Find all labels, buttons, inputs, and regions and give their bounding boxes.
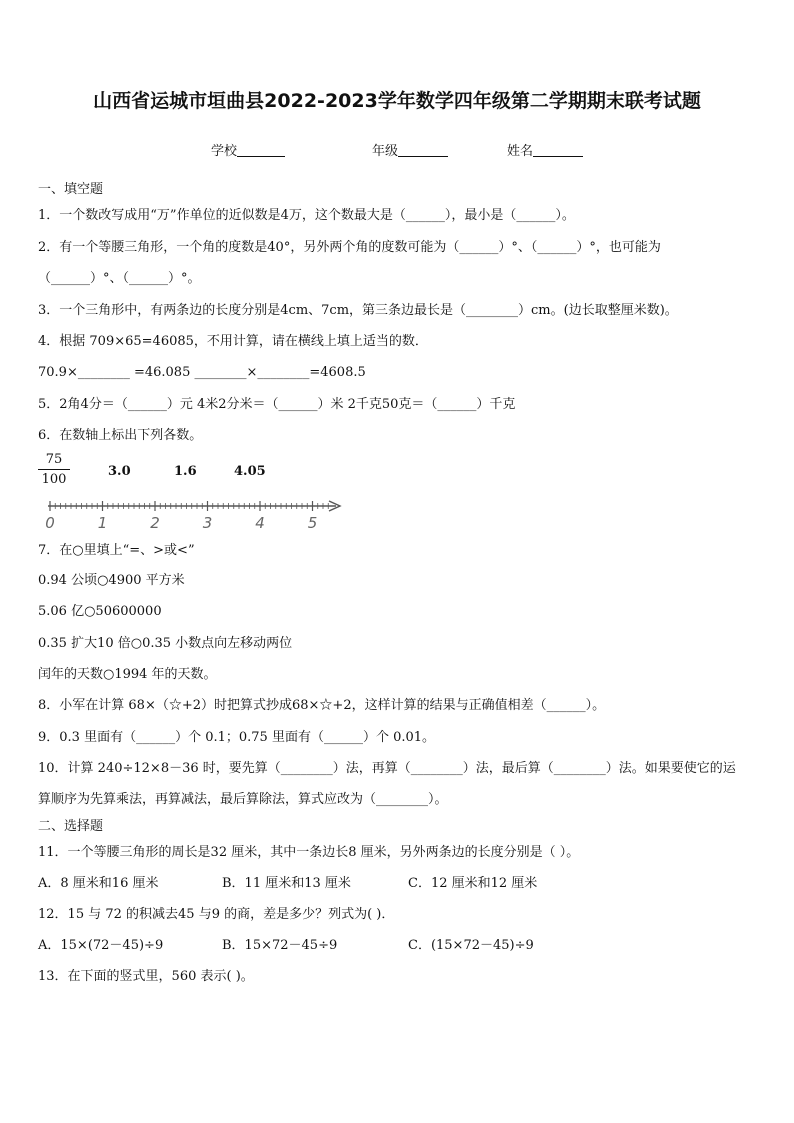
name-field[interactable] [507, 140, 583, 159]
question-7d: 闰年的天数○1994 年的天数。 [38, 667, 217, 682]
number-3-0: 3.0 [108, 464, 131, 479]
school-label: 学校 [211, 144, 238, 159]
axis-label-5: 5 [307, 514, 318, 532]
question-4-line1: 4．根据 709×65=46085，不用计算，请在横线上填上适当的数． [38, 334, 428, 349]
number-line [40, 490, 350, 536]
question-7a: 0.94 公顷○4900 平方米 [38, 573, 185, 588]
question-10-line2: 算顺序为先算乘法，再算减法，最后算除法，算式应改为（________）。 [38, 792, 448, 807]
grade-field[interactable] [372, 140, 448, 159]
fraction-75-100 [38, 452, 70, 487]
section-fill-heading: 一、填空题 [38, 182, 104, 197]
axis-label-2: 2 [150, 514, 160, 532]
question-3: 3．一个三角形中，有两条边的长度分别是4cm、7cm，第三条边最长是（________）cm。(边长取整厘米数)。 [38, 303, 678, 318]
fraction-denominator: 100 [41, 472, 67, 487]
question-12-option-c[interactable]: C．(15×72－45)÷9 [408, 938, 534, 953]
question-2-line2: （______）°、（______）°。 [38, 271, 201, 286]
number-4-05: 4.05 [234, 464, 266, 479]
question-12: 12．15 与 72 的积减去45 与9 的商，差是多少？列式为( )． [38, 907, 395, 922]
question-8: 8．小军在计算 68×（☆+2）时把算式抄成68×☆+2，这样计算的结果与正确值相差（______）。 [38, 698, 606, 713]
question-5: 5．2角4分＝（______）元 4米2分米＝（______）米 2千克50克＝（______）千克 [38, 397, 516, 412]
axis-label-1: 1 [97, 514, 108, 532]
question-7b: 5.06 亿○50600000 [38, 604, 162, 619]
question-11-option-c[interactable]: C．12 厘米和12 厘米 [408, 876, 538, 891]
question-11: 11．一个等腰三角形的周长是32 厘米，其中一条边长8 厘米，另外两条边的长度分别是（ ）。 [38, 845, 580, 860]
question-13: 13．在下面的竖式里，560 表示( )。 [38, 969, 254, 984]
question-7c: 0.35 扩大10 倍○0.35 小数点向左移动两位 [38, 636, 293, 651]
school-field[interactable] [211, 140, 285, 159]
axis-label-3: 3 [202, 514, 213, 532]
name-blank[interactable] [533, 142, 583, 157]
question-11-option-a[interactable]: A．8 厘米和16 厘米 [38, 876, 159, 891]
fraction-numerator: 75 [38, 452, 70, 470]
number-line-labels [45, 514, 317, 532]
question-1: 1．一个数改写成用“万”作单位的近似数是4万，这个数最大是（______），最小是（______）。 [38, 208, 575, 223]
grade-label: 年级 [372, 144, 399, 159]
question-12-option-b[interactable]: B．15×72－45÷9 [222, 938, 338, 953]
question-10-line1: 10．计算 240÷12×8－36 时，要先算（________）法，再算（________）法，最后算（________）法。如果要使它的运 [38, 761, 736, 776]
question-7: 7．在○里填上“=、>或<” [38, 543, 195, 558]
grade-blank[interactable] [398, 142, 448, 157]
name-label: 姓名 [507, 144, 534, 159]
question-11-option-b[interactable]: B．11 厘米和13 厘米 [222, 876, 351, 891]
question-2-line1: 2．有一个等腰三角形，一个角的度数是40°，另外两个角的度数可能为（______）°、（______）°，也可能为 [38, 240, 661, 255]
number-1-6: 1.6 [174, 464, 197, 479]
exam-title: 山西省运城市垣曲县2022-2023学年数学四年级第二学期期末联考试题 [93, 90, 701, 112]
section-choice-heading: 二、选择题 [38, 819, 104, 834]
axis-label-0: 0 [45, 514, 55, 532]
question-4-line2: 70.9×________ =46.085 ________×________=4608.5 [38, 365, 366, 380]
question-9: 9．0.3 里面有（______）个 0.1；0.75 里面有（______）个 0.01。 [38, 730, 436, 745]
question-12-option-a[interactable]: A．15×(72－45)÷9 [38, 938, 164, 953]
axis-label-4: 4 [255, 514, 265, 532]
school-blank[interactable] [237, 142, 285, 157]
question-6: 6．在数轴上标出下列各数。 [38, 428, 203, 443]
